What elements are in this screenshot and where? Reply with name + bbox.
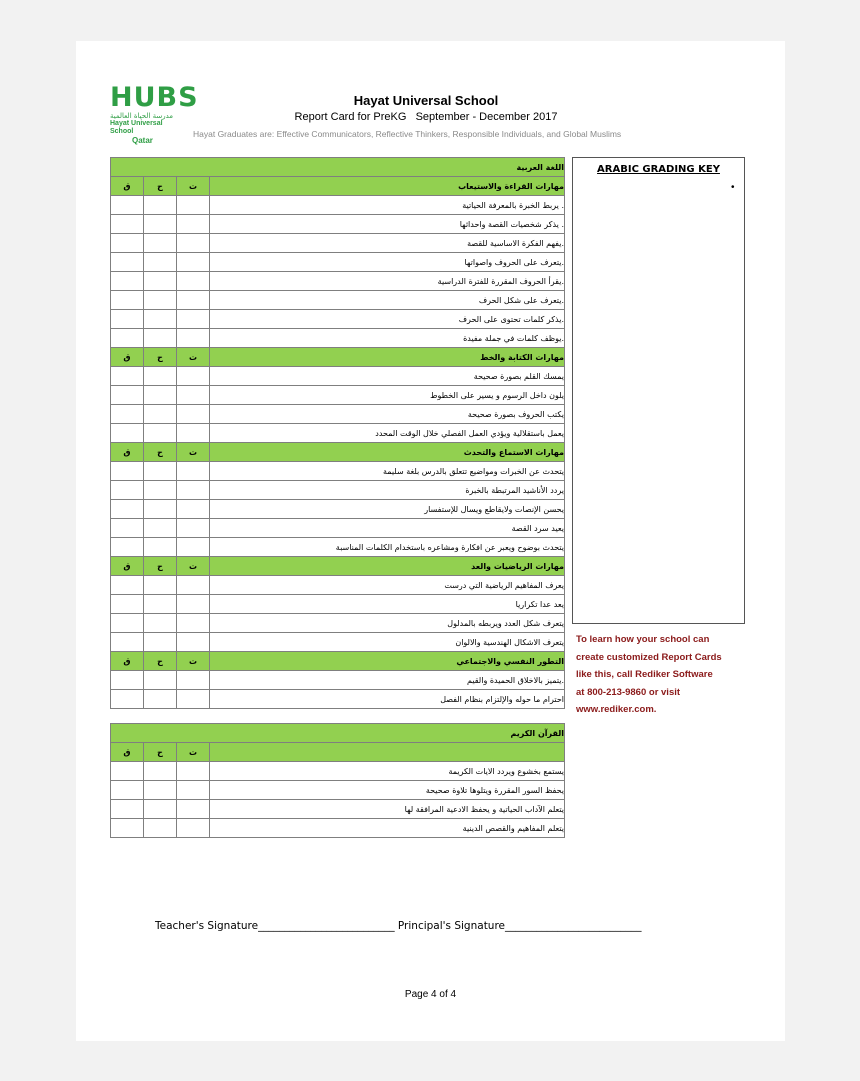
table-row bbox=[111, 215, 565, 234]
table-row bbox=[111, 253, 565, 272]
grade-column-header: ق bbox=[111, 652, 144, 671]
table-row bbox=[111, 367, 565, 386]
grade-column-header: ت bbox=[177, 177, 210, 196]
grade-cell[interactable] bbox=[111, 329, 144, 348]
school-name: Hayat Universal School bbox=[353, 93, 499, 108]
grade-cell[interactable] bbox=[111, 481, 144, 500]
grade-cell[interactable] bbox=[111, 595, 144, 614]
grade-cell[interactable] bbox=[144, 462, 177, 481]
promo-line: To learn how your school can bbox=[576, 634, 710, 645]
grade-column-header: ق bbox=[111, 743, 144, 762]
skill-item: . يذكر شخصيات القصة واحداثها bbox=[210, 215, 565, 234]
grade-cell[interactable] bbox=[144, 234, 177, 253]
skill-item: يردد الأناشيد المرتبطة بالخبرة bbox=[210, 481, 565, 500]
skill-item: يعرف المفاهيم الرياضية التي درست bbox=[210, 576, 565, 595]
grade-cell[interactable] bbox=[111, 272, 144, 291]
grade-cell[interactable] bbox=[177, 576, 210, 595]
grade-column-header: ت bbox=[177, 348, 210, 367]
table-row bbox=[111, 671, 565, 690]
table-row bbox=[111, 291, 565, 310]
grade-column-header: ح bbox=[144, 443, 177, 462]
arabic-skills-table bbox=[110, 157, 565, 709]
skill-item: يلون داخل الرسوم و يسير على الخطوط bbox=[210, 386, 565, 405]
grading-key-title: ARABIC GRADING KEY bbox=[597, 164, 720, 175]
skill-item: .يفهم الفكرة الاساسية للقصة bbox=[210, 234, 565, 253]
promo-link[interactable]: www.rediker.com. bbox=[576, 704, 657, 715]
subsection-title: مهارات الرياضيات والعد bbox=[210, 557, 565, 576]
grade-cell[interactable] bbox=[111, 762, 144, 781]
table-row bbox=[111, 781, 565, 800]
table-row bbox=[111, 519, 565, 538]
grade-cell[interactable] bbox=[111, 234, 144, 253]
skill-item: يتحدث بوضوح ويعبر عن افكارة ومشاعره باستخدام الكلمات المناسبة bbox=[210, 538, 565, 557]
logo-mark: HUBS bbox=[110, 82, 199, 113]
promo-line: create customized Report Cards bbox=[576, 651, 722, 663]
section-title-row bbox=[111, 724, 565, 743]
table-row bbox=[111, 614, 565, 633]
promo-line: like this, call Rediker Software bbox=[576, 669, 713, 680]
grade-cell[interactable] bbox=[177, 481, 210, 500]
rediker-promo bbox=[576, 631, 756, 719]
skill-item: يستمع بخشوع ويردد الايات الكريمة bbox=[210, 762, 565, 781]
grade-cell[interactable] bbox=[144, 614, 177, 633]
subsection-header-row bbox=[111, 743, 565, 762]
grade-cell[interactable] bbox=[177, 614, 210, 633]
grade-cell[interactable] bbox=[144, 329, 177, 348]
skill-item: احترام ما حوله والإلتزام بنظام الفصل bbox=[210, 690, 565, 709]
grade-cell[interactable] bbox=[144, 405, 177, 424]
table-row bbox=[111, 272, 565, 291]
subsection-header-row bbox=[111, 557, 565, 576]
grade-cell[interactable] bbox=[111, 671, 144, 690]
grade-cell[interactable] bbox=[177, 538, 210, 557]
skill-item: يتعلم الآداب الحياتية و يحفظ الادعية المرافقة لها bbox=[210, 800, 565, 819]
grade-cell[interactable] bbox=[144, 291, 177, 310]
grade-cell[interactable] bbox=[144, 367, 177, 386]
grade-cell[interactable] bbox=[111, 519, 144, 538]
skill-item: .يوظف كلمات في جملة مفيدة bbox=[210, 329, 565, 348]
grade-cell[interactable] bbox=[177, 519, 210, 538]
promo-line: at 800-213-9860 or visit bbox=[576, 686, 681, 698]
grade-cell[interactable] bbox=[111, 800, 144, 819]
grade-cell[interactable] bbox=[111, 614, 144, 633]
grade-cell[interactable] bbox=[111, 819, 144, 838]
grade-column-header: ق bbox=[111, 348, 144, 367]
grade-cell[interactable] bbox=[144, 576, 177, 595]
table-row bbox=[111, 481, 565, 500]
skill-item: يحفظ السور المقررة ويتلوها تلاوة صحيحة bbox=[210, 781, 565, 800]
skill-item: يكتب الحروف بصورة صحيحة bbox=[210, 405, 565, 424]
grade-cell[interactable] bbox=[144, 215, 177, 234]
grade-cell[interactable] bbox=[144, 633, 177, 652]
logo-country: Qatar bbox=[132, 136, 153, 145]
grade-cell[interactable] bbox=[144, 500, 177, 519]
grade-cell[interactable] bbox=[144, 272, 177, 291]
skill-item: يحسن الإنصات ولايقاطع ويسال للإستفسار bbox=[210, 500, 565, 519]
grade-cell[interactable] bbox=[111, 424, 144, 443]
subsection-header-row bbox=[111, 348, 565, 367]
grade-cell[interactable] bbox=[144, 310, 177, 329]
subsection-title bbox=[210, 743, 565, 762]
page-number: Page 4 of 4 bbox=[404, 989, 457, 1000]
grade-cell[interactable] bbox=[177, 405, 210, 424]
grade-column-header: ح bbox=[144, 652, 177, 671]
grade-cell[interactable] bbox=[111, 291, 144, 310]
grade-column-header: ق bbox=[111, 177, 144, 196]
grade-column-header: ت bbox=[177, 743, 210, 762]
skill-item: يعيد سرد القصة bbox=[210, 519, 565, 538]
logo-english-name: Hayat Universal School bbox=[110, 120, 163, 135]
grade-cell[interactable] bbox=[177, 671, 210, 690]
grade-cell[interactable] bbox=[177, 690, 210, 709]
table-row bbox=[111, 819, 565, 838]
table-row bbox=[111, 633, 565, 652]
table-row bbox=[111, 462, 565, 481]
grade-cell[interactable] bbox=[177, 819, 210, 838]
grading-key-bullet: • bbox=[731, 182, 735, 193]
subsection-title: مهارات الكتابة والخط bbox=[210, 348, 565, 367]
grade-cell[interactable] bbox=[144, 196, 177, 215]
skill-item: يتحدث عن الخبرات ومواضيع تتعلق بالدرس بلغة سليمة bbox=[210, 462, 565, 481]
grade-column-header: ت bbox=[177, 443, 210, 462]
signature-lines: Teacher's Signature__________________________ Principal's Signature__________________________ bbox=[155, 920, 642, 932]
school-logo bbox=[110, 82, 199, 145]
grade-cell[interactable] bbox=[177, 595, 210, 614]
grade-cell[interactable] bbox=[111, 538, 144, 557]
grade-cell[interactable] bbox=[144, 481, 177, 500]
section-title-row bbox=[111, 158, 565, 177]
grade-cell[interactable] bbox=[144, 424, 177, 443]
grade-column-header: ت bbox=[177, 557, 210, 576]
skill-item: يعمل باستقلالية ويؤدي العمل الفصلي خلال الوقت المحدد bbox=[210, 424, 565, 443]
table-row bbox=[111, 500, 565, 519]
skill-item: . يربط الخبرة بالمعرفة الحياتية bbox=[210, 196, 565, 215]
grade-cell[interactable] bbox=[177, 800, 210, 819]
grade-cell[interactable] bbox=[177, 781, 210, 800]
grade-cell[interactable] bbox=[177, 310, 210, 329]
section-title: اللغة العربية bbox=[111, 158, 565, 177]
grade-cell[interactable] bbox=[177, 462, 210, 481]
grade-cell[interactable] bbox=[144, 781, 177, 800]
table-row bbox=[111, 690, 565, 709]
skill-item: .يتميز بالاخلاق الحميدة والقيم bbox=[210, 671, 565, 690]
subsection-title: التطور النفسي والاجتماعي bbox=[210, 652, 565, 671]
table-row bbox=[111, 234, 565, 253]
table-row bbox=[111, 800, 565, 819]
grade-column-header: ح bbox=[144, 348, 177, 367]
grade-cell[interactable] bbox=[144, 386, 177, 405]
skill-item: .يذكر كلمات تحتوى على الحرف bbox=[210, 310, 565, 329]
section-title: القرآن الكريم bbox=[111, 724, 565, 743]
grade-cell[interactable] bbox=[177, 633, 210, 652]
skill-item: يتعرف شكل العدد ويربطه بالمدلول bbox=[210, 614, 565, 633]
grade-column-header: ح bbox=[144, 743, 177, 762]
table-row bbox=[111, 405, 565, 424]
grade-column-header: ق bbox=[111, 443, 144, 462]
table-row bbox=[111, 310, 565, 329]
skill-item: .يتعرف على الحروف واصواتها bbox=[210, 253, 565, 272]
grade-cell[interactable] bbox=[144, 253, 177, 272]
grade-cell[interactable] bbox=[177, 386, 210, 405]
grade-cell[interactable] bbox=[177, 215, 210, 234]
skill-item: يعد عدا تكراريا bbox=[210, 595, 565, 614]
grade-cell[interactable] bbox=[111, 386, 144, 405]
grade-cell[interactable] bbox=[144, 538, 177, 557]
grade-cell[interactable] bbox=[111, 215, 144, 234]
report-card-page bbox=[76, 41, 785, 1041]
grade-cell[interactable] bbox=[111, 500, 144, 519]
grade-cell[interactable] bbox=[144, 800, 177, 819]
grade-column-header: ح bbox=[144, 557, 177, 576]
grade-cell[interactable] bbox=[111, 690, 144, 709]
grade-cell[interactable] bbox=[177, 762, 210, 781]
grade-cell[interactable] bbox=[144, 671, 177, 690]
grade-cell[interactable] bbox=[144, 519, 177, 538]
grade-cell[interactable] bbox=[177, 291, 210, 310]
subsection-title: مهارات الاستماع والتحدث bbox=[210, 443, 565, 462]
table-row bbox=[111, 386, 565, 405]
skill-item: .يتعرف على شكل الحرف bbox=[210, 291, 565, 310]
grade-cell[interactable] bbox=[144, 595, 177, 614]
tagline: Hayat Graduates are: Effective Communicators, Reflective Thinkers, Responsible Individuals, and Global Muslims bbox=[193, 129, 622, 139]
grade-cell[interactable] bbox=[177, 253, 210, 272]
grade-cell[interactable] bbox=[144, 690, 177, 709]
table-row bbox=[111, 538, 565, 557]
table-row bbox=[111, 424, 565, 443]
skill-item: يتعرف الاشكال الهندسية والالوان bbox=[210, 633, 565, 652]
grade-column-header: ح bbox=[144, 177, 177, 196]
grade-cell[interactable] bbox=[177, 234, 210, 253]
table-row bbox=[111, 595, 565, 614]
skill-item: يمسك القلم بصورة صحيحة bbox=[210, 367, 565, 386]
grade-cell[interactable] bbox=[111, 196, 144, 215]
subsection-header-row bbox=[111, 177, 565, 196]
subsection-title: مهارات القراءة والاستيعاب bbox=[210, 177, 565, 196]
grade-cell[interactable] bbox=[111, 462, 144, 481]
grade-cell[interactable] bbox=[177, 500, 210, 519]
skill-item: يتعلم المفاهيم والقصص الدينية bbox=[210, 819, 565, 838]
grade-cell[interactable] bbox=[111, 253, 144, 272]
grade-cell[interactable] bbox=[111, 576, 144, 595]
table-row bbox=[111, 196, 565, 215]
grade-cell[interactable] bbox=[111, 367, 144, 386]
grade-cell[interactable] bbox=[144, 819, 177, 838]
grading-key-box bbox=[572, 157, 745, 624]
table-row bbox=[111, 576, 565, 595]
grade-column-header: ق bbox=[111, 557, 144, 576]
grade-cell[interactable] bbox=[111, 310, 144, 329]
grade-column-header: ت bbox=[177, 652, 210, 671]
grade-cell[interactable] bbox=[111, 781, 144, 800]
skill-item: .يقرأ الحروف المقررة للفترة الدراسية bbox=[210, 272, 565, 291]
subsection-header-row bbox=[111, 443, 565, 462]
table-row bbox=[111, 762, 565, 781]
report-title: Report Card for PreKG September - December 2017 bbox=[294, 111, 558, 123]
grade-cell[interactable] bbox=[177, 272, 210, 291]
logo-arabic-name: مدرسة الحياة العالمية bbox=[110, 112, 174, 120]
quran-skills-table bbox=[110, 723, 565, 838]
grade-cell[interactable] bbox=[111, 405, 144, 424]
grade-cell[interactable] bbox=[177, 196, 210, 215]
grade-cell[interactable] bbox=[177, 329, 210, 348]
grade-cell[interactable] bbox=[177, 367, 210, 386]
table-row bbox=[111, 329, 565, 348]
grade-cell[interactable] bbox=[111, 633, 144, 652]
subsection-header-row bbox=[111, 652, 565, 671]
grade-cell[interactable] bbox=[177, 424, 210, 443]
grade-cell[interactable] bbox=[144, 762, 177, 781]
